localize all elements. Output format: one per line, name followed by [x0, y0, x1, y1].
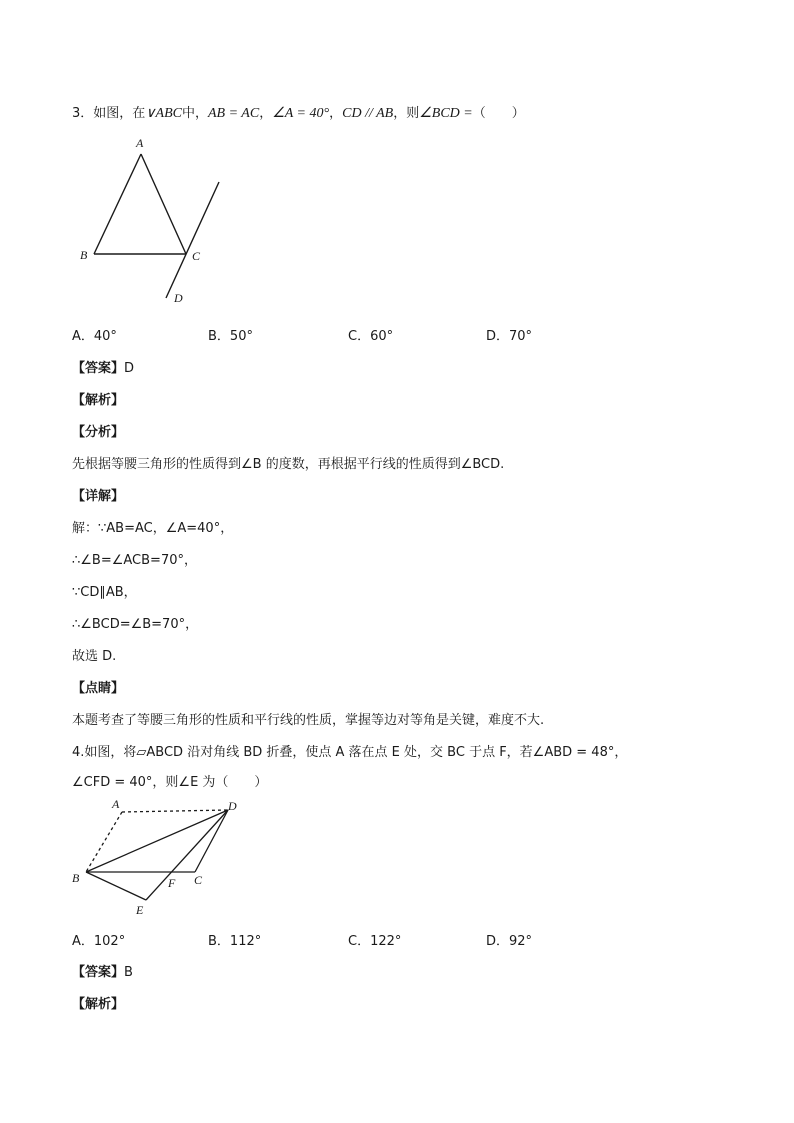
q3-stem: [72, 102, 525, 122]
q3-option-b: B．50°: [208, 329, 253, 344]
q4-option-c: C．122°: [348, 934, 402, 949]
q3-option-c: C．60°: [348, 329, 394, 344]
q3-stem-prefix: 3．如图，在: [72, 106, 146, 121]
q3-fenxi-text: 先根据等腰三角形的性质得到∠B 的度数，再根据平行线的性质得到∠BCD.: [72, 457, 505, 472]
q3-paren: （ ）: [472, 106, 525, 121]
q3-step-4: ∴∠BCD=∠B=70°，: [72, 617, 199, 632]
q3-comma: ，: [259, 106, 273, 121]
q4-label-c: C: [194, 873, 203, 887]
answer-value: D: [124, 361, 135, 376]
q4-option-d: D．92°: [486, 934, 533, 949]
q4-analysis-heading: 【解析】: [72, 997, 125, 1012]
q4-label-b: B: [72, 871, 80, 885]
q4-option-b: B．112°: [208, 934, 262, 949]
q4-option-a: A．102°: [72, 934, 126, 949]
answer-heading: 【答案】: [72, 361, 125, 376]
q3-cond-parallel: CD // AB: [342, 106, 394, 121]
q3-step-5: 故选 D.: [72, 649, 117, 664]
q3-dianjing-text: 本题考查了等腰三角形的性质和平行线的性质，掌握等边对等角是关键，难度不大.: [72, 713, 545, 728]
q4-label-e: E: [136, 903, 144, 917]
q3-label-d: D: [174, 291, 183, 305]
q3-option-a: A．40°: [72, 329, 117, 344]
q3-side-ab: [94, 154, 141, 254]
q4-side-ab: [86, 812, 122, 872]
q3-then: ，则: [393, 106, 420, 121]
q4-stem-line1: 4.如图，将▱ABCD 沿对角线 BD 折叠，使点 A 落在点 E 处，交 BC 于点 F，若∠ABD = 48°，: [72, 745, 628, 760]
q3-label-b: B: [80, 248, 88, 262]
q3-ask: ∠BCD =: [419, 106, 473, 121]
q3-xiangjie-heading: 【详解】: [72, 489, 125, 504]
q4-side-ed: [146, 810, 228, 900]
q3-comma: ，: [329, 106, 343, 121]
q4-answer: [72, 961, 133, 980]
q3-answer: [72, 357, 134, 376]
answer-heading: 【答案】: [72, 965, 125, 980]
q4-side-be: [86, 872, 146, 900]
q4-label-d: D: [228, 799, 237, 813]
q3-label-c: C: [192, 249, 201, 263]
q3-mid: 中，: [181, 106, 208, 121]
q3-figure: [70, 130, 240, 310]
q3-fenxi-heading: 【分析】: [72, 425, 125, 440]
q4-side-ad: [122, 810, 228, 812]
q3-dianjing-heading: 【点睛】: [72, 681, 125, 696]
q3-step-3: ∵CD∥AB，: [72, 585, 137, 600]
q3-cond-ab-ac: AB = AC: [208, 106, 260, 121]
q3-cond-angle-a: ∠A = 40°: [272, 106, 330, 121]
q4-stem-line2: ∠CFD = 40°，则∠E 为（ ）: [72, 775, 268, 790]
q4-label-a: A: [112, 797, 120, 811]
answer-value: B: [124, 965, 133, 980]
q3-line-cd: [166, 182, 219, 298]
q4-figure: [68, 796, 258, 920]
q3-triangle: ∨ABC: [145, 106, 182, 121]
q3-label-a: A: [136, 136, 144, 150]
q3-option-d: D．70°: [486, 329, 533, 344]
q3-step-2: ∴∠B=∠ACB=70°，: [72, 553, 197, 568]
q3-analysis-heading: 【解析】: [72, 393, 125, 408]
q3-step-1: 解：∵AB=AC，∠A=40°，: [72, 521, 234, 536]
q4-diagonal-bd: [86, 810, 228, 872]
q3-side-ac: [141, 154, 186, 254]
q4-label-f: F: [168, 876, 176, 890]
